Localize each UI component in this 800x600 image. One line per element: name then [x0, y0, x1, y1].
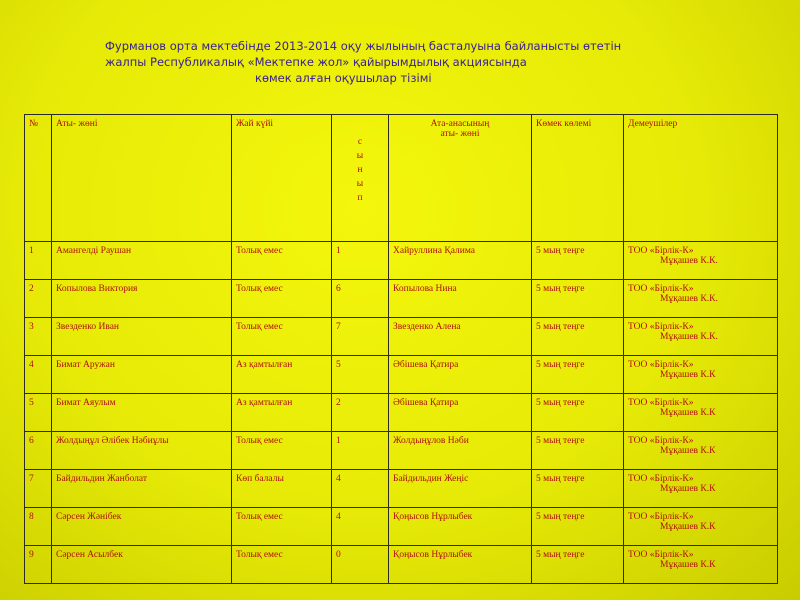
title-line-3: көмек алған оқушылар тізімі	[255, 71, 432, 85]
header-name: Аты- жөні	[52, 115, 232, 242]
cell-name: Байдильдин Жанболат	[52, 470, 232, 508]
table-row	[25, 394, 778, 432]
sponsor-person: Мұқашев К.К	[660, 522, 716, 532]
cell-parent: Копылова Нина	[389, 280, 532, 318]
sponsor-person: Мұқашев К.К	[660, 560, 716, 570]
sponsor-company: ТОО «Бірлік-К»	[628, 398, 694, 408]
cell-num: 1	[25, 242, 52, 280]
cell-class: 1	[332, 432, 389, 470]
table-row	[25, 546, 778, 584]
cell-name: Бимат Аружан	[52, 356, 232, 394]
table-row	[25, 318, 778, 356]
cell-name: Жолдыңұл Әлібек Нәбиұлы	[52, 432, 232, 470]
cell-num: 6	[25, 432, 52, 470]
cell-name: Сәрсен Жәнібек	[52, 508, 232, 546]
sponsor-company: ТОО «Бірлік-К»	[628, 284, 694, 294]
cell-sponsor	[624, 356, 778, 394]
cell-parent: Байдильдин Жеңіс	[389, 470, 532, 508]
cell-class: 5	[332, 356, 389, 394]
cell-name: Бимат Аяулым	[52, 394, 232, 432]
sponsor-company: ТОО «Бірлік-К»	[628, 512, 694, 522]
cell-num: 4	[25, 356, 52, 394]
cell-status: Толық емес	[232, 546, 332, 584]
cell-parent: Әбішева Қатира	[389, 394, 532, 432]
sponsor-person: Мұқашев К.К.	[660, 294, 718, 304]
cell-class: 4	[332, 470, 389, 508]
cell-status: Толық емес	[232, 242, 332, 280]
header-parent	[389, 115, 532, 242]
students-table	[24, 114, 778, 584]
cell-status: Аз қамтылған	[232, 394, 332, 432]
cell-status: Толық емес	[232, 318, 332, 356]
sponsor-company: ТОО «Бірлік-К»	[628, 246, 694, 256]
cell-num: 2	[25, 280, 52, 318]
sponsor-person: Мұқашев К.К	[660, 446, 716, 456]
cell-parent: Жолдыңұлов Нәби	[389, 432, 532, 470]
cell-num: 3	[25, 318, 52, 356]
title-line-2: жалпы Республикалық «Мектепке жол» қайырымдылық акциясында	[105, 55, 527, 69]
sponsor-company: ТОО «Бірлік-К»	[628, 550, 694, 560]
header-sponsors: Демеушілер	[624, 115, 778, 242]
cell-amount: 5 мың теңге	[532, 394, 624, 432]
cell-sponsor	[624, 508, 778, 546]
cell-sponsor	[624, 242, 778, 280]
table-header-row	[25, 115, 778, 242]
cell-class: 2	[332, 394, 389, 432]
header-status: Жай күйі	[232, 115, 332, 242]
sponsor-person: Мұқашев К.К.	[660, 256, 718, 266]
cell-amount: 5 мың теңге	[532, 356, 624, 394]
cell-amount: 5 мың теңге	[532, 546, 624, 584]
cell-sponsor	[624, 470, 778, 508]
cell-amount: 5 мың теңге	[532, 280, 624, 318]
cell-status: Толық емес	[232, 508, 332, 546]
cell-class: 4	[332, 508, 389, 546]
document-title	[105, 38, 745, 86]
cell-status: Толық емес	[232, 432, 332, 470]
cell-parent: Қоңысов Нұрлыбек	[389, 508, 532, 546]
table-row	[25, 356, 778, 394]
table-row	[25, 242, 778, 280]
sponsor-company: ТОО «Бірлік-К»	[628, 322, 694, 332]
table-row	[25, 280, 778, 318]
cell-num: 9	[25, 546, 52, 584]
cell-sponsor	[624, 432, 778, 470]
cell-amount: 5 мың теңге	[532, 508, 624, 546]
sponsor-person: Мұқашев К.К	[660, 408, 716, 418]
cell-status: Толық емес	[232, 280, 332, 318]
cell-parent: Хайруллина Қалима	[389, 242, 532, 280]
cell-name: Звезденко Иван	[52, 318, 232, 356]
table-row	[25, 508, 778, 546]
cell-name: Сәрсен Асылбек	[52, 546, 232, 584]
cell-status: Аз қамтылған	[232, 356, 332, 394]
cell-parent: Қоңысов Нұрлыбек	[389, 546, 532, 584]
sponsor-person: Мұқашев К.К.	[660, 332, 718, 342]
sponsor-person: Мұқашев К.К	[660, 484, 716, 494]
cell-sponsor	[624, 546, 778, 584]
sponsor-company: ТОО «Бірлік-К»	[628, 436, 694, 446]
cell-amount: 5 мың теңге	[532, 432, 624, 470]
cell-sponsor	[624, 394, 778, 432]
table-row	[25, 470, 778, 508]
cell-name: Амангелді Раушан	[52, 242, 232, 280]
cell-amount: 5 мың теңге	[532, 318, 624, 356]
sponsor-company: ТОО «Бірлік-К»	[628, 360, 694, 370]
cell-class: 7	[332, 318, 389, 356]
cell-parent: Әбішева Қатира	[389, 356, 532, 394]
cell-sponsor	[624, 280, 778, 318]
cell-num: 5	[25, 394, 52, 432]
cell-sponsor	[624, 318, 778, 356]
header-parent-line1: Ата-анасының	[430, 119, 490, 129]
sponsor-company: ТОО «Бірлік-К»	[628, 474, 694, 484]
sponsor-person: Мұқашев К.К	[660, 370, 716, 380]
cell-status: Көп балалы	[232, 470, 332, 508]
header-class	[332, 115, 389, 242]
title-line-1: Фурманов орта мектебінде 2013-2014 оқу жылының басталуына байланысты өтетін	[105, 39, 622, 53]
cell-class: 1	[332, 242, 389, 280]
header-num: №	[25, 115, 52, 242]
cell-class: 0	[332, 546, 389, 584]
cell-num: 7	[25, 470, 52, 508]
cell-num: 8	[25, 508, 52, 546]
header-class-label: сынып	[356, 137, 364, 203]
cell-name: Копылова Виктория	[52, 280, 232, 318]
cell-amount: 5 мың теңге	[532, 470, 624, 508]
table-row	[25, 432, 778, 470]
cell-parent: Звезденко Алена	[389, 318, 532, 356]
header-amount: Көмек көлемі	[532, 115, 624, 242]
cell-class: 6	[332, 280, 389, 318]
cell-amount: 5 мың теңге	[532, 242, 624, 280]
header-parent-line2: аты- жөні	[440, 129, 480, 139]
